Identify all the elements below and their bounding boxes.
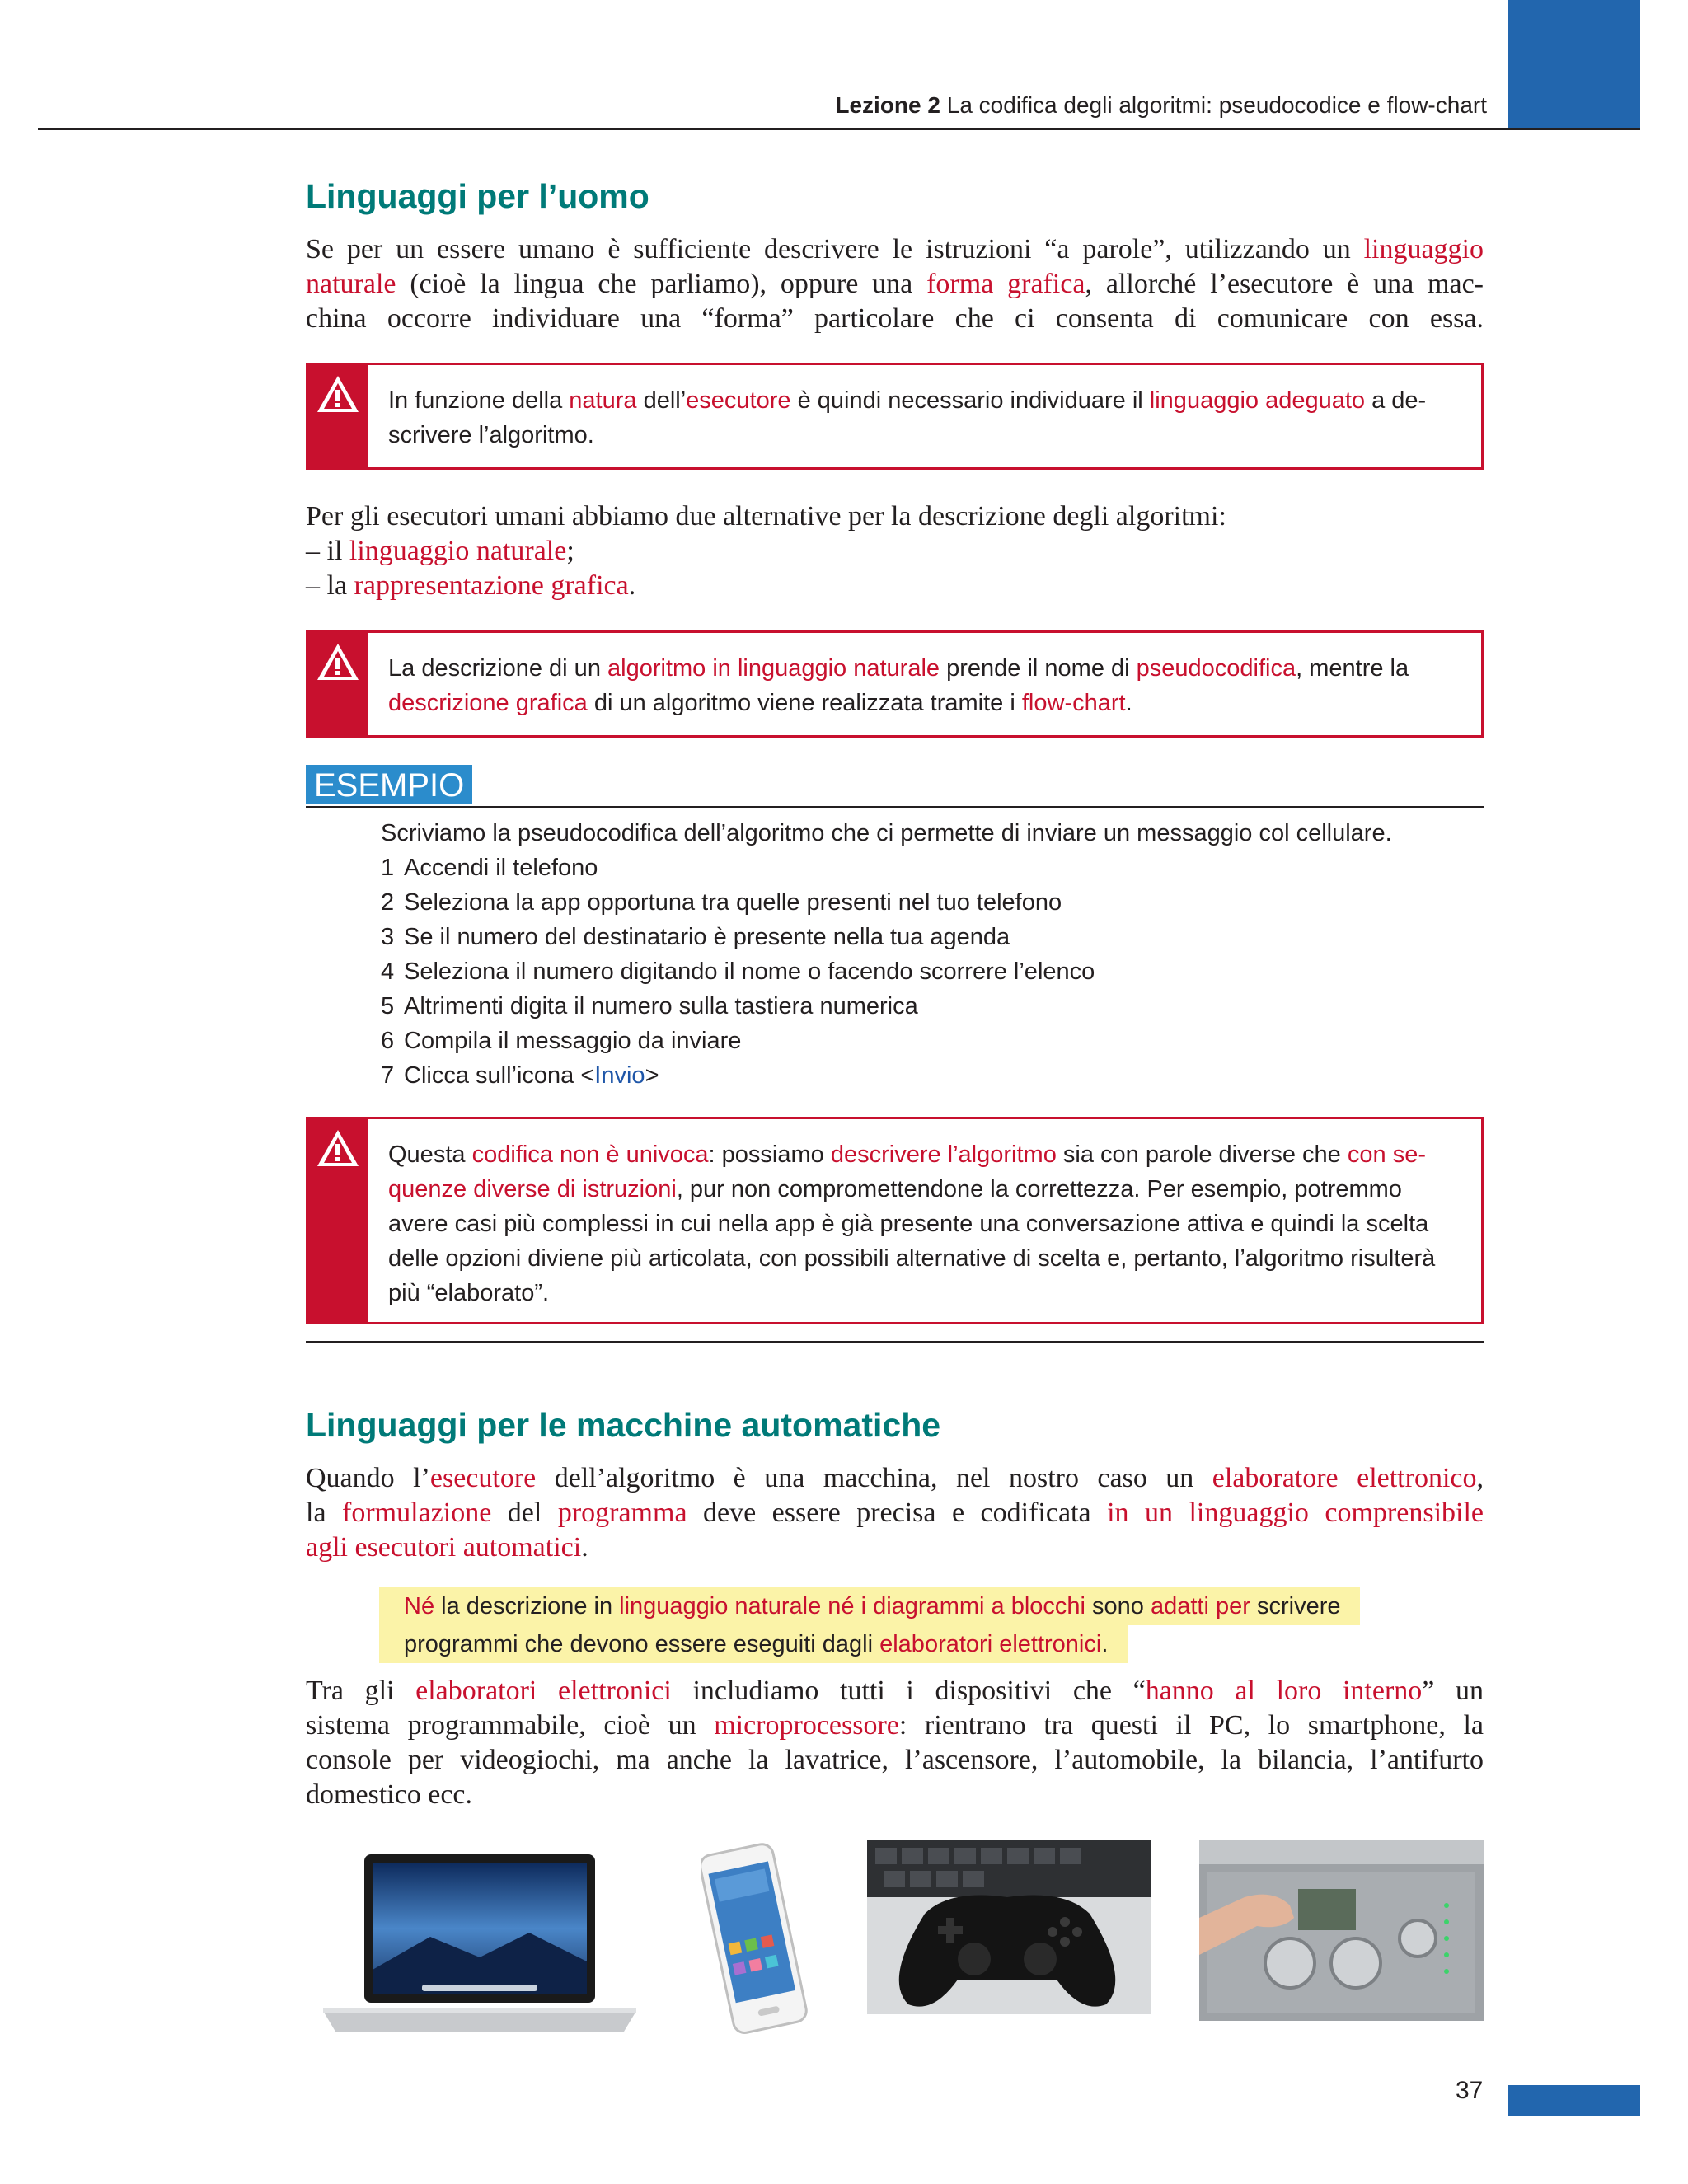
term: quenze diverse di istruzioni bbox=[388, 1176, 677, 1202]
section-heading: Linguaggi per le macchine automatiche bbox=[306, 1406, 941, 1444]
warning-triangle-icon bbox=[315, 641, 361, 682]
text: sistema programmabile, cioè un bbox=[306, 1710, 715, 1741]
term: hanno al loro interno bbox=[1145, 1675, 1423, 1706]
warning-note bbox=[306, 630, 1484, 738]
corner-tab bbox=[1508, 0, 1640, 130]
example-rule bbox=[306, 806, 1484, 808]
list-item bbox=[306, 569, 1226, 603]
example-end-rule bbox=[306, 1341, 1484, 1343]
warning-triangle-icon bbox=[315, 373, 361, 415]
note-text bbox=[388, 651, 1461, 720]
note-line bbox=[388, 1137, 1461, 1172]
keyword: Invio bbox=[594, 1062, 645, 1089]
paragraph-line bbox=[306, 302, 1484, 336]
text: . bbox=[1101, 1631, 1109, 1657]
text: la descrizione in bbox=[434, 1593, 620, 1619]
text: a de- bbox=[1365, 387, 1427, 414]
lesson-label: Lezione 2 bbox=[835, 92, 940, 118]
smartphone-image bbox=[701, 1840, 808, 2046]
list-item bbox=[381, 889, 1062, 916]
note-line bbox=[388, 651, 1461, 686]
paragraph-line bbox=[306, 1778, 1484, 1812]
text: deve essere precisa e codificata bbox=[687, 1497, 1108, 1528]
list-item bbox=[381, 855, 598, 882]
term: forma grafica bbox=[926, 269, 1085, 299]
term: con se- bbox=[1347, 1141, 1426, 1168]
header-rule bbox=[38, 128, 1640, 130]
term: rappresentazione grafica bbox=[354, 570, 629, 601]
text: – la bbox=[306, 570, 354, 601]
highlighted-statement bbox=[379, 1587, 1360, 1663]
warning-note bbox=[306, 363, 1484, 470]
text: , allorché l’esecutore è una mac- bbox=[1085, 269, 1484, 299]
text: Se per un essere umano è sufficiente descrivere le istruzioni “a parole”, utilizzando un bbox=[306, 234, 1364, 265]
text: , pur non compromettendone la correttezza. Per esempio, potremmo bbox=[676, 1176, 1402, 1202]
text: prende il nome di bbox=[940, 655, 1137, 682]
step-text: Clicca sull’icona < bbox=[404, 1062, 595, 1089]
corner-tab bbox=[1508, 2085, 1640, 2116]
step-number: 4 bbox=[381, 958, 395, 985]
intro-paragraph bbox=[306, 232, 1484, 336]
text: includiamo tutti i dispositivi che “ bbox=[671, 1675, 1146, 1706]
paragraph-line bbox=[306, 1743, 1484, 1778]
text: : possiamo bbox=[708, 1141, 831, 1168]
list-item bbox=[381, 958, 1095, 986]
list-item bbox=[381, 1062, 659, 1090]
text: programmi che devono essere eseguiti dagli bbox=[404, 1631, 880, 1657]
text: di un algoritmo viene realizzata tramite i bbox=[587, 690, 1022, 716]
term: elaboratori elettronici bbox=[879, 1631, 1102, 1657]
text: In funzione della bbox=[388, 387, 570, 414]
text: dell’ bbox=[636, 387, 687, 414]
step-number: 2 bbox=[381, 889, 395, 916]
term: esecutore bbox=[429, 1463, 537, 1493]
term: linguaggio adeguato bbox=[1149, 387, 1366, 414]
text: china occorre individuare una “forma” particolare che ci consenta di comunicare con essa. bbox=[306, 303, 1484, 334]
alternatives bbox=[306, 499, 1226, 603]
paragraph-line bbox=[306, 1674, 1484, 1708]
note-text bbox=[388, 1137, 1461, 1310]
term: microprocessore bbox=[714, 1710, 899, 1741]
text: . bbox=[581, 1532, 588, 1563]
text: scrivere l’algoritmo. bbox=[388, 422, 594, 448]
text: Quando l’ bbox=[306, 1463, 430, 1493]
step-number: 1 bbox=[381, 855, 395, 881]
warning-triangle-icon bbox=[315, 1127, 361, 1169]
text: più “elaborato”. bbox=[388, 1280, 550, 1306]
section-heading: Linguaggi per l’uomo bbox=[306, 177, 649, 215]
list-item bbox=[381, 924, 1010, 951]
text: : rientrano tra questi il PC, lo smartphone, la bbox=[898, 1710, 1484, 1741]
step-text: Seleziona la app opportuna tra quelle presenti nel tuo telefono bbox=[404, 889, 1062, 916]
text: – il bbox=[306, 536, 349, 566]
list-item bbox=[306, 534, 1226, 569]
note-line bbox=[388, 1207, 1461, 1241]
warning-note bbox=[306, 1117, 1484, 1324]
highlight-line bbox=[379, 1625, 1128, 1663]
term: adatti per bbox=[1150, 1593, 1250, 1619]
machines-paragraph bbox=[306, 1461, 1484, 1565]
text: , bbox=[1476, 1463, 1484, 1493]
text: , mentre la bbox=[1296, 655, 1409, 682]
step-number: 6 bbox=[381, 1028, 395, 1054]
note-text bbox=[388, 383, 1461, 452]
note-line bbox=[388, 686, 1461, 720]
term: linguaggio naturale bbox=[349, 536, 567, 566]
term: natura bbox=[569, 387, 637, 414]
running-header bbox=[835, 92, 1487, 119]
term: Né bbox=[404, 1593, 435, 1619]
term: programma bbox=[557, 1497, 687, 1528]
term: in un linguaggio comprensibile bbox=[1107, 1497, 1484, 1528]
text: dell’algoritmo è una macchina, nel nostro caso un bbox=[536, 1463, 1212, 1493]
text: . bbox=[1125, 690, 1132, 716]
step-number: 3 bbox=[381, 924, 395, 950]
text: domestico ecc. bbox=[306, 1779, 473, 1810]
text: console per videogiochi, ma anche la lavatrice, l’ascensore, l’automobile, la bilancia, l’antifurto bbox=[306, 1745, 1484, 1775]
text: (cioè la lingua che parliamo), oppure una bbox=[396, 269, 927, 299]
page-number: 37 bbox=[1456, 2077, 1484, 2104]
example-intro: Scriviamo la pseudocodifica dell’algoritmo che ci permette di inviare un messaggio col cellulare. bbox=[381, 820, 1392, 846]
text: scrivere bbox=[1250, 1593, 1341, 1619]
example-badge: ESEMPIO bbox=[306, 765, 472, 804]
term: formulazione bbox=[342, 1497, 492, 1528]
text: è quindi necessario individuare il bbox=[790, 387, 1150, 414]
washing-machine-image bbox=[1199, 1840, 1484, 2021]
term: codifica non è univoca bbox=[471, 1141, 709, 1168]
list-item bbox=[381, 993, 918, 1020]
step-text: Se il numero del destinatario è presente nella tua agenda bbox=[404, 924, 1010, 950]
paragraph-line bbox=[306, 1461, 1484, 1496]
term: linguaggio naturale né i diagrammi a blocchi bbox=[619, 1593, 1085, 1619]
lesson-title: La codifica degli algoritmi: pseudocodice e flow-chart bbox=[946, 92, 1487, 118]
paragraph-line bbox=[306, 267, 1484, 302]
term: descrivere l’algoritmo bbox=[830, 1141, 1057, 1168]
highlight-line bbox=[379, 1587, 1360, 1625]
term: descrizione grafica bbox=[388, 690, 588, 716]
step-number: 5 bbox=[381, 993, 395, 1019]
text: sia con parole diverse che bbox=[1056, 1141, 1348, 1168]
term: naturale bbox=[306, 269, 396, 299]
term: pseudocodifica bbox=[1136, 655, 1296, 682]
step-number: 7 bbox=[381, 1062, 395, 1089]
step-text: Compila il messaggio da inviare bbox=[404, 1028, 742, 1054]
paragraph-line bbox=[306, 1530, 1484, 1565]
text: ; bbox=[566, 536, 574, 566]
note-line bbox=[388, 418, 1461, 452]
term: flow-chart bbox=[1021, 690, 1126, 716]
term: agli esecutori automatici bbox=[306, 1532, 582, 1563]
text: la bbox=[306, 1497, 343, 1528]
term: algoritmo in linguaggio naturale bbox=[607, 655, 940, 682]
step-text: Accendi il telefono bbox=[404, 855, 598, 881]
text: Tra gli bbox=[306, 1675, 416, 1706]
note-line bbox=[388, 1172, 1461, 1207]
note-line bbox=[388, 1241, 1461, 1276]
text: . bbox=[628, 570, 636, 601]
step-text: Altrimenti digita il numero sulla tastiera numerica bbox=[404, 993, 918, 1019]
alternatives-intro: Per gli esecutori umani abbiamo due alternative per la descrizione degli algoritmi: bbox=[306, 501, 1226, 532]
text: delle opzioni diviene più articolata, con possibili alternative di scelta e, pertanto, l’algoritmo risulterà bbox=[388, 1245, 1436, 1272]
gamepad-image bbox=[867, 1840, 1151, 2014]
text: Questa bbox=[388, 1141, 472, 1168]
note-line bbox=[388, 383, 1461, 418]
text: ” un bbox=[1422, 1675, 1484, 1706]
step-text: Seleziona il numero digitando il nome o facendo scorrere l’elenco bbox=[404, 958, 1095, 985]
list-item bbox=[381, 1028, 741, 1055]
text: del bbox=[491, 1497, 558, 1528]
text: avere casi più complessi in cui nella app è già presente una conversazione attiva e quindi la scelta bbox=[388, 1211, 1429, 1237]
step-text: > bbox=[645, 1062, 659, 1089]
term: esecutore bbox=[686, 387, 791, 414]
paragraph-line bbox=[306, 1496, 1484, 1530]
paragraph-line bbox=[306, 232, 1484, 267]
term: linguaggio bbox=[1363, 234, 1484, 265]
laptop-image bbox=[307, 1846, 653, 2044]
term: elaboratori elettronici bbox=[415, 1675, 672, 1706]
note-line bbox=[388, 1276, 1461, 1310]
paragraph-line bbox=[306, 1708, 1484, 1743]
text: sono bbox=[1085, 1593, 1151, 1619]
term: elaboratore elettronico bbox=[1212, 1463, 1477, 1493]
devices-paragraph bbox=[306, 1674, 1484, 1812]
text: La descrizione di un bbox=[388, 655, 607, 682]
